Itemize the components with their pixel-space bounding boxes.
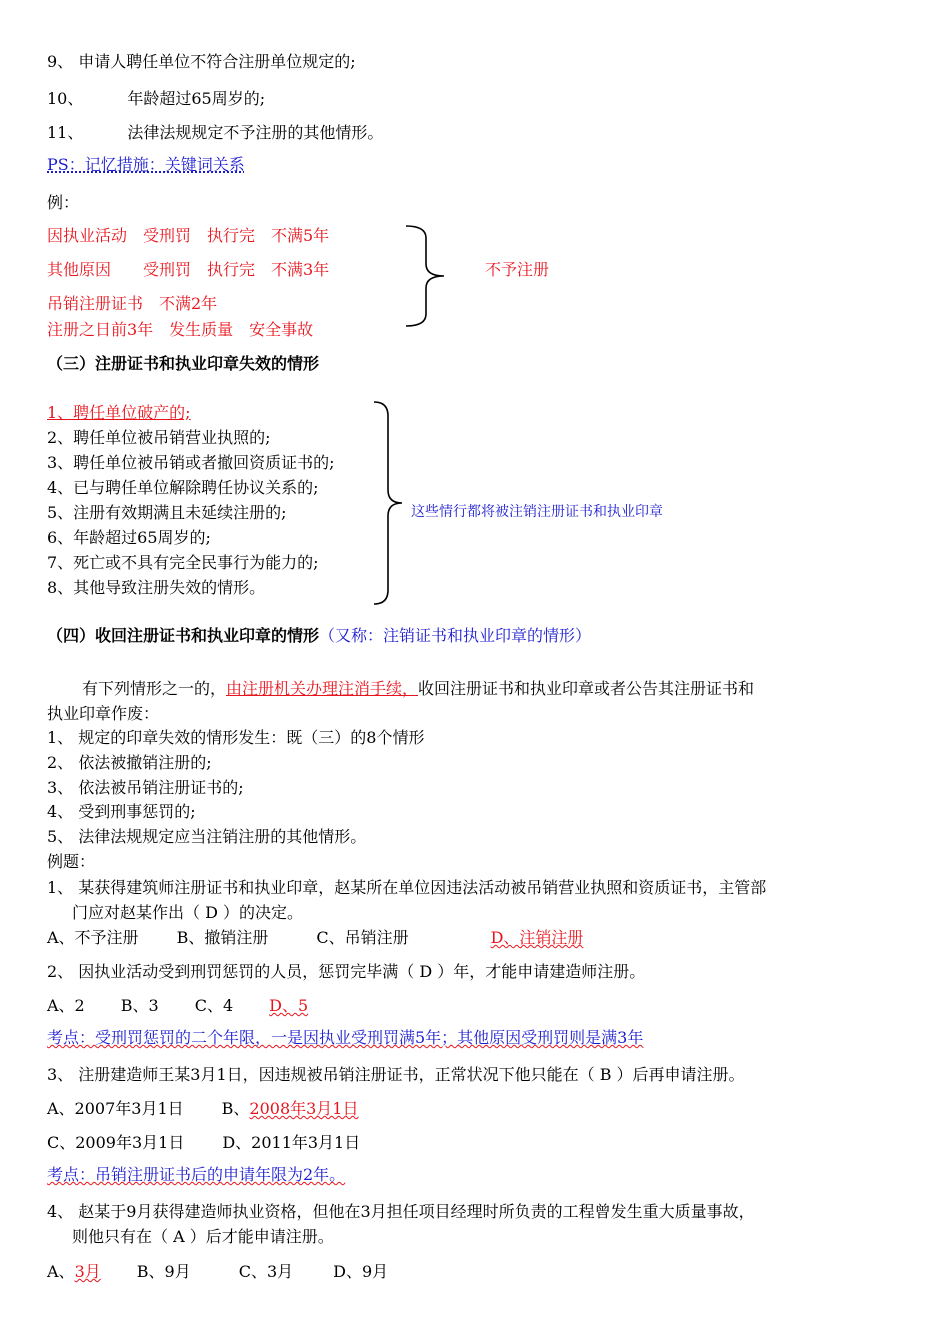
section-4-intro-d: 执业印章作废： bbox=[47, 704, 160, 723]
section-4-item-1: 1、 规定的印章失效的情形发生：既（三）的8个情形 bbox=[47, 728, 425, 747]
option: C、4 bbox=[194, 996, 234, 1015]
list-item-11-text: 法律法规规定不予注册的其他情形。 bbox=[127, 123, 384, 142]
section-3-item-8: 8、其他导致注册失效的情形。 bbox=[47, 578, 266, 597]
option: C、2009年3月1日 bbox=[47, 1133, 185, 1152]
correct-option: D、注销注册 bbox=[490, 928, 584, 947]
option-letter: A、 bbox=[47, 1262, 75, 1281]
example-result: 不予注册 bbox=[485, 260, 550, 279]
question-4-line-1: 4、 赵某于9月获得建造师执业资格，但他在3月担任项目经理时所负责的工程曾发生重大质量事故， bbox=[47, 1202, 755, 1221]
example-label: 例： bbox=[47, 193, 80, 212]
option: B、9月 bbox=[136, 1262, 191, 1281]
section-4-item-4: 4、 受到刑事惩罚的; bbox=[47, 802, 196, 821]
section-3-item-4: 4、已与聘任单位解除聘任协议关系的; bbox=[47, 478, 319, 497]
question-3-options-row-1 bbox=[47, 1099, 359, 1119]
question-3-text: 3、 注册建造师王某3月1日，因违规被吊销注册证书，正常状况下他只能在（ B ）后再申请注册。 bbox=[47, 1065, 745, 1084]
correct-option: 3月 bbox=[74, 1262, 101, 1281]
question-2-text: 2、 因执业活动受到刑罚惩罚的人员，惩罚完毕满（ D ）年，才能申请建造师注册。 bbox=[47, 962, 646, 981]
option: B、撤销注册 bbox=[176, 928, 269, 947]
section-3-item-2: 2、聘任单位被吊销营业执照的; bbox=[47, 428, 271, 447]
section-4-intro bbox=[82, 679, 754, 699]
question-4-line-2: 则他只有在（ A ）后才能申请注册。 bbox=[72, 1227, 334, 1246]
list-item-10 bbox=[47, 89, 265, 109]
section-3-title: （三）注册证书和执业印章失效的情形 bbox=[47, 354, 320, 373]
section-4-intro-a: 有下列情形之一的， bbox=[82, 679, 227, 698]
section-3-item-5: 5、注册有效期满且未延续注册的; bbox=[47, 503, 287, 522]
option: A、2007年3月1日 bbox=[47, 1099, 184, 1118]
correct-option: D、5 bbox=[269, 996, 309, 1015]
section-4-intro-b: 由注册机关办理注消手续， bbox=[226, 679, 419, 698]
question-4-options bbox=[47, 1262, 388, 1282]
section-3-item-6: 6、年龄超过65周岁的; bbox=[47, 528, 211, 547]
list-item-11 bbox=[47, 123, 383, 143]
section-4-title: （四）收回注册证书和执业印章的情形 bbox=[47, 626, 320, 645]
example-line-1: 因执业活动 受刑罚 执行完 不满5年 bbox=[47, 226, 330, 245]
option: B、3 bbox=[120, 996, 159, 1015]
ps-note: PS：记忆措施：关键词关系 bbox=[47, 155, 245, 174]
list-item-11-number: 11、 bbox=[47, 123, 84, 142]
option-letter: B、 bbox=[221, 1099, 250, 1118]
exercise-label: 例题： bbox=[47, 852, 96, 871]
question-1-line-1: 1、 某获得建筑师注册证书和执业印章，赵某所在单位因违法活动被吊销营业执照和资质证书，主管部 bbox=[47, 878, 767, 897]
question-1-line-2: 门应对赵某作出（ D ）的决定。 bbox=[72, 903, 304, 922]
right-brace-icon bbox=[400, 224, 450, 328]
section-3-brace-note: 这些情行都将被注销注册证书和执业印章 bbox=[411, 504, 663, 520]
list-item-9: 9、 申请人聘任单位不符合注册单位规定的; bbox=[47, 52, 356, 71]
section-4-item-5: 5、 法律法规规定应当注销注册的其他情形。 bbox=[47, 827, 367, 846]
section-4-heading bbox=[47, 626, 591, 646]
key-point-1: 考点：受刑罚惩罚的二个年限，一是因执业受刑罚满5年；其他原因受刑罚则是满3年 bbox=[47, 1028, 644, 1047]
section-3-item-7: 7、死亡或不具有完全民事行为能力的; bbox=[47, 553, 319, 572]
section-4-item-3: 3、 依法被吊销注册证书的; bbox=[47, 778, 244, 797]
option: D、2011年3月1日 bbox=[222, 1133, 361, 1152]
list-item-10-text: 年龄超过65周岁的; bbox=[127, 89, 266, 108]
section-4-item-2: 2、 依法被撤销注册的; bbox=[47, 753, 212, 772]
question-3-options-row-2 bbox=[47, 1133, 360, 1153]
question-1-options bbox=[47, 928, 583, 948]
example-line-2: 其他原因 受刑罚 执行完 不满3年 bbox=[47, 260, 330, 279]
section-3-item-3: 3、聘任单位被吊销或者撤回资质证书的; bbox=[47, 453, 335, 472]
section-3-item-1: 1、聘任单位破产的; bbox=[47, 403, 191, 422]
question-2-options bbox=[47, 996, 308, 1016]
list-item-10-number: 10、 bbox=[47, 89, 84, 108]
right-brace-icon bbox=[370, 400, 410, 606]
example-line-4: 注册之日前3年 发生质量 安全事故 bbox=[47, 320, 314, 339]
section-4-alias: （又称：注销证书和执业印章的情形） bbox=[319, 626, 592, 645]
option: A、不予注册 bbox=[47, 928, 139, 947]
correct-option: 2008年3月1日 bbox=[249, 1099, 359, 1118]
option: D、9月 bbox=[333, 1262, 389, 1281]
option: C、3月 bbox=[238, 1262, 294, 1281]
option: C、吊销注册 bbox=[316, 928, 409, 947]
example-line-3: 吊销注册证书 不满2年 bbox=[47, 294, 218, 313]
key-point-2: 考点：吊销注册证书后的申请年限为2年。 bbox=[47, 1165, 346, 1184]
option: A、2 bbox=[47, 996, 85, 1015]
section-4-intro-c: 收回注册证书和执业印章或者公告其注册证书和 bbox=[418, 679, 755, 698]
